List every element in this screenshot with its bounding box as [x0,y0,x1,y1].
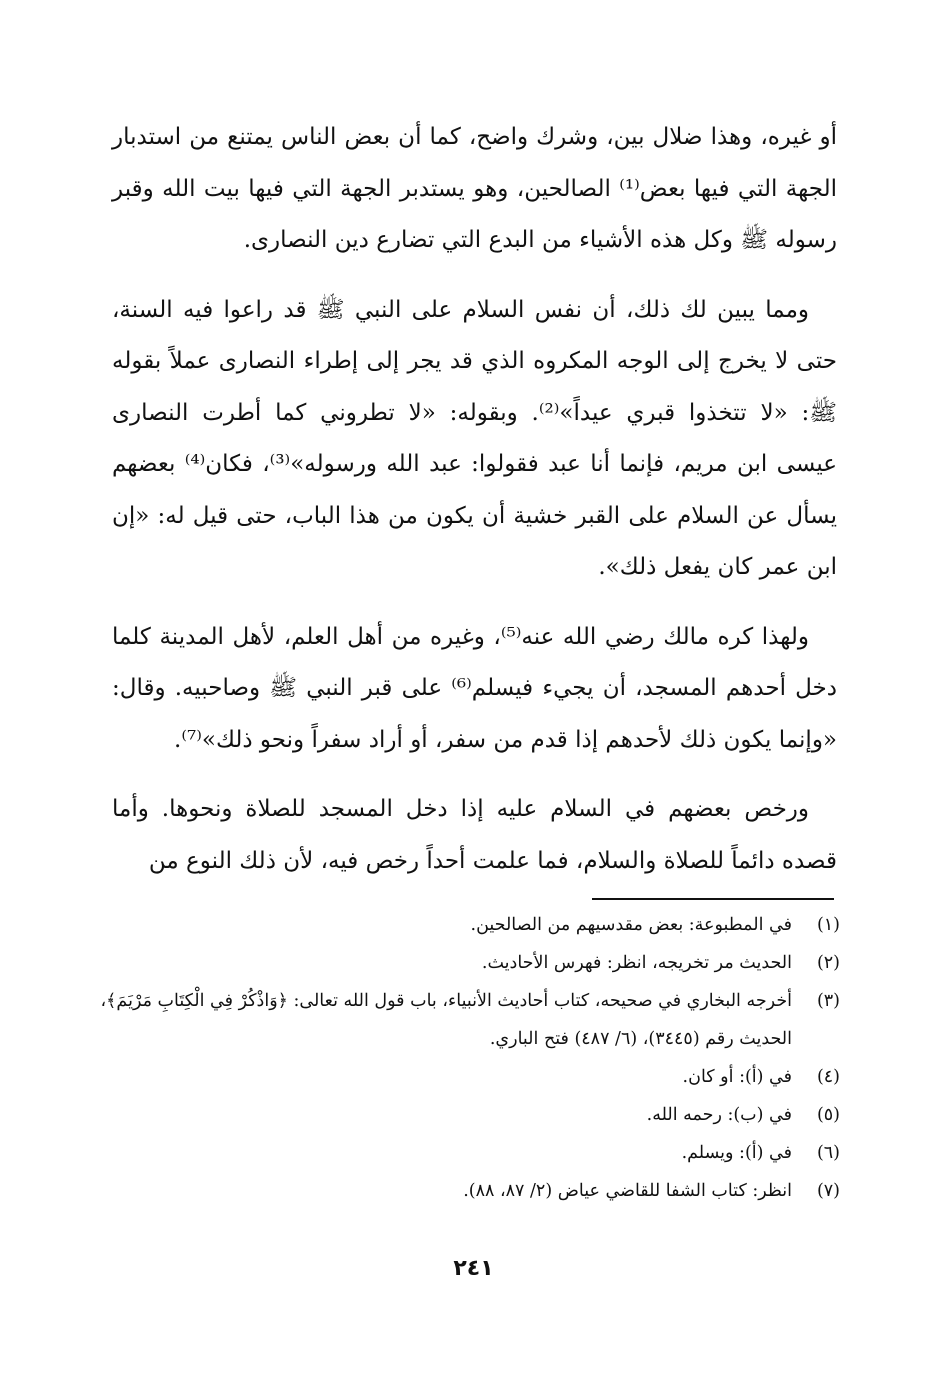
footnote-separator [592,898,834,900]
footnote-number: (٥) [816,1105,840,1125]
footnote [100,944,840,982]
footnote [100,1058,840,1096]
footnotes [100,906,840,1210]
footnote [100,1172,840,1210]
footnote-number: (٤) [816,1067,840,1087]
footnote-text: في المطبوعة: بعض مقدسيهم من الصالحين. [470,915,792,935]
footnote [100,1096,840,1134]
footnote-text: في (ب): رحمه الله. [646,1105,792,1125]
footnote-number: (٧) [816,1181,840,1201]
footnote-number: (٢) [816,953,840,973]
paragraph: ولهذا كره مالك رضي الله عنه⁽⁵⁾، وغيره من أهل العلم، لأهل المدينة كلما دخل أحدهم المسجد، أن يجيء فيسلم⁽⁶⁾ على قبر النبي ﷺ وصاحبيه. وقال: «وإنما يكون ذلك لأحدهم إذا قدم من سفر، أو أراد سفراً ونحو ذلك»⁽⁷⁾. [112,623,837,753]
footnote-number: (٦) [816,1143,840,1163]
footnote-text: انظر: كتاب الشفا للقاضي عياض (٢/ ٨٧، ٨٨). [463,1181,792,1201]
footnote-text: أخرجه البخاري في صحيحه، كتاب أحاديث الأنبياء، باب قول الله تعالى: ﴿وَاذْكُرْ فِي الْكِتَابِ مَرْيَمَ﴾، الحديث رقم (٣٤٤٥)، (٦/ ٤٨٧) فتح الباري. [100,991,792,1049]
footnote [100,1134,840,1172]
footnote-number: (١) [816,915,840,935]
paragraph: ورخص بعضهم في السلام عليه إذا دخل المسجد للصلاة ونحوها. وأما قصده دائماً للصلاة والسلام، فما علمت أحداً رخص فيه، لأن ذلك النوع من [112,796,837,874]
page-number: ٢٤١ [453,1256,494,1281]
footnote [100,982,840,1058]
footnote-number: (٣) [816,991,840,1011]
footnote-text: في (أ): ويسلم. [681,1143,792,1163]
footnote-text: في (أ): أو كان. [682,1067,792,1087]
footnote [100,906,840,944]
paragraph: ومما يبين لك ذلك، أن نفس السلام على النبي ﷺ قد راعوا فيه السنة، حتى لا يخرج إلى الوجه المكروه الذي قد يجر إلى إطراء النصارى عملاً بقوله ﷺ: «لا تتخذوا قبري عيداً»⁽²⁾. وبقوله: «لا تطروني كما أطرت النصارى عيسى ابن مريم، فإنما أنا عبد فقولوا: عبد الله ورسوله»⁽³⁾، فكان⁽⁴⁾ بعضهم يسأل عن السلام على القبر خشية أن يكون من هذا الباب، حتى قيل له: «إن ابن عمر كان يفعل ذلك». [112,296,838,580]
paragraph: أو غيره، وهذا ضلال بين، وشرك واضح، كما أن بعض الناس يمتنع من استدبار الجهة التي فيها بعض⁽¹⁾ الصالحين، وهو يستدبر الجهة التي فيها بيت الله وقبر رسوله ﷺ وكل هذه الأشياء من البدع التي تضارع دين النصارى. [112,124,837,253]
footnote-text: الحديث مر تخريجه، انظر: فهرس الأحاديث. [481,953,792,973]
main-text [112,112,837,887]
